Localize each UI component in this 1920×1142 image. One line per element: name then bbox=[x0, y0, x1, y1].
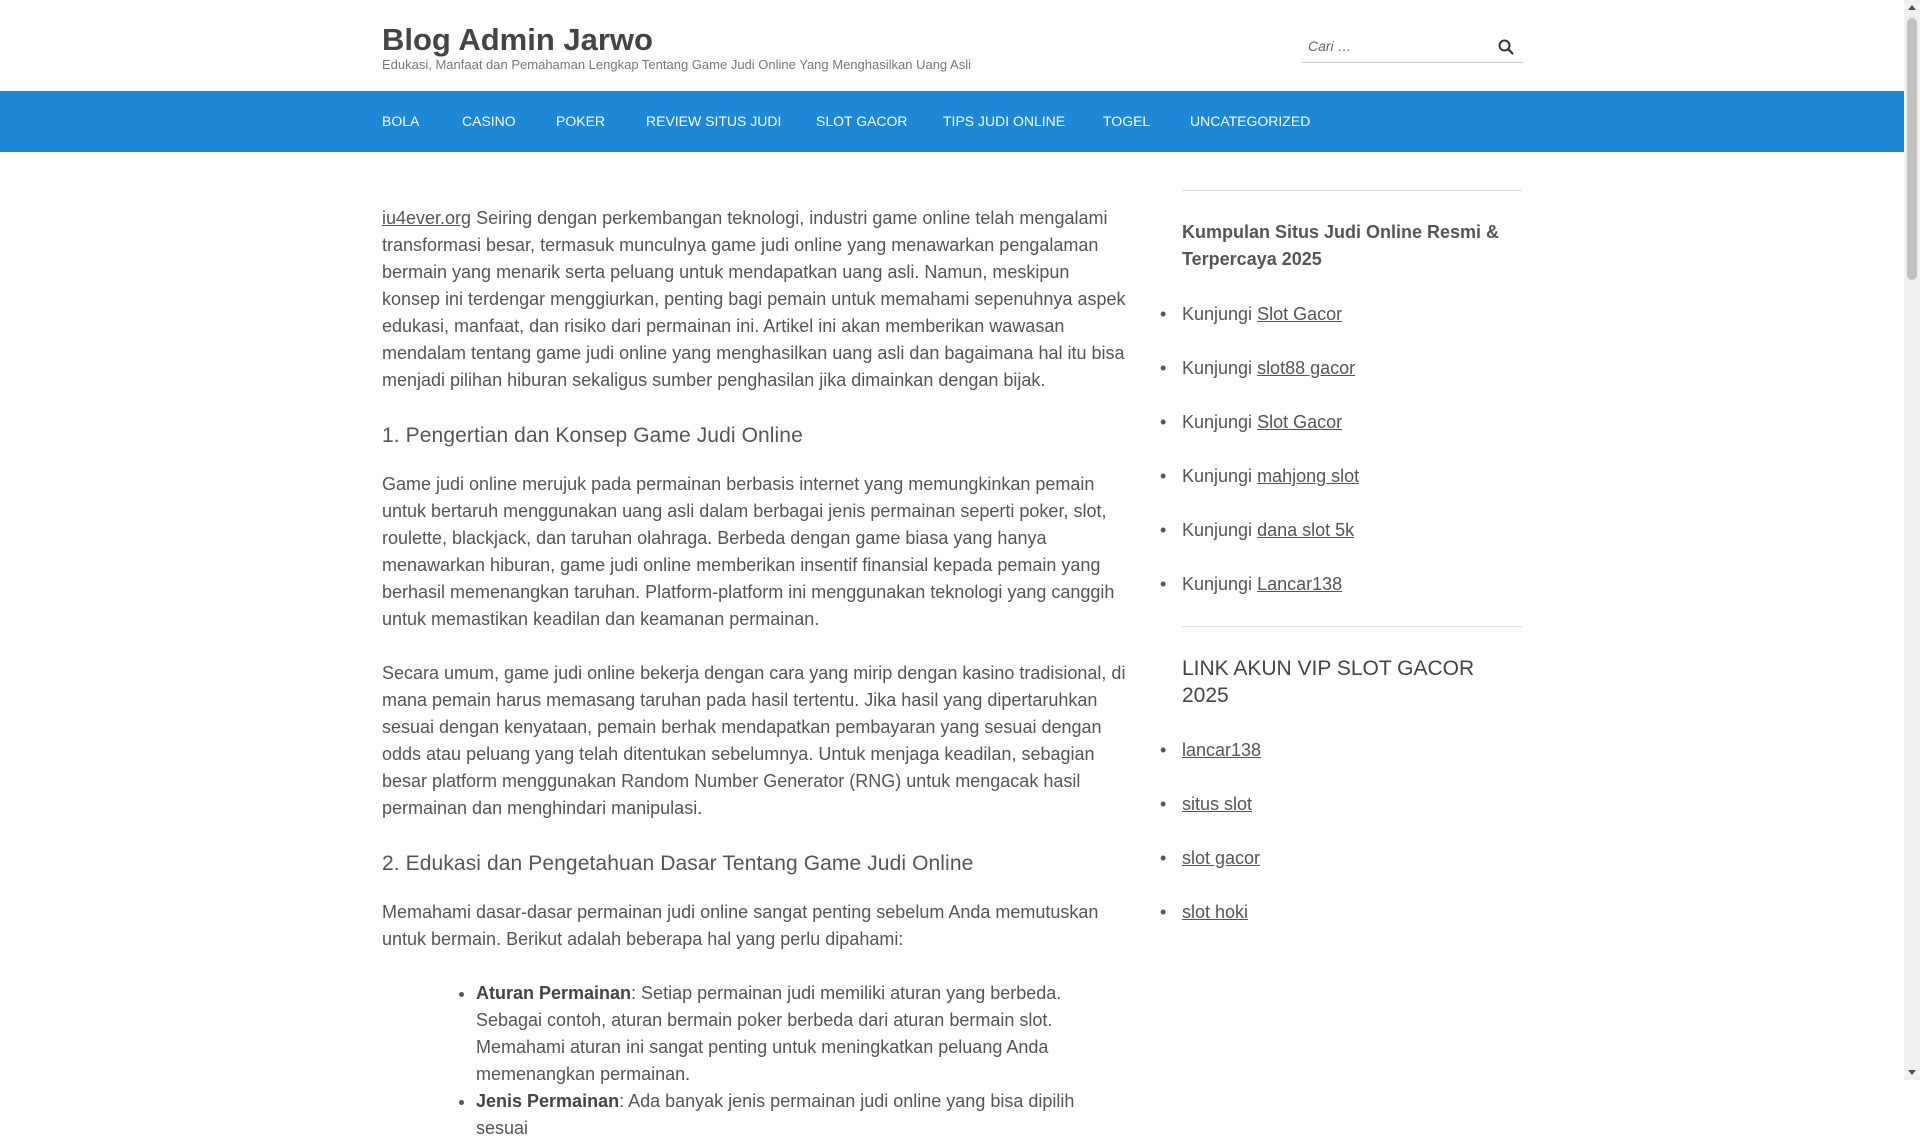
search-input[interactable] bbox=[1302, 30, 1492, 62]
list-item bbox=[1182, 355, 1522, 382]
paragraph-2: Secara umum, game judi online bekerja dengan cara yang mirip dengan kasino tradisional, di mana pemain harus memasang taruhan pada hasil tertentu. Jika hasil yang dipertaruhkan sesuai dengan kenyataan, pemain berhak mendapatkan pembayaran yang sesuai dengan odds atau peluang yang telah ditentukan sebelumnya. Untuk menjaga keadilan, sebagian besar platform menggunakan Random Number Generator (RNG) untuk mengacak hasil permainan dan menghindari manipulasi. bbox=[382, 663, 1126, 818]
list-item bbox=[1182, 737, 1522, 764]
list-item bbox=[1182, 845, 1522, 872]
sidebar-link[interactable]: Lancar138 bbox=[1257, 574, 1343, 594]
list-item bbox=[1182, 409, 1522, 436]
list-item bbox=[476, 1088, 1130, 1142]
nav-item-poker[interactable]: POKER bbox=[556, 113, 606, 129]
link-prefix: Kunjungi bbox=[1182, 358, 1258, 378]
nav-item-tips-judi-online[interactable]: TIPS JUDI ONLINE bbox=[943, 113, 1066, 129]
section-heading-1: 1. Pengertian dan Konsep Game Judi Online bbox=[382, 424, 803, 447]
sidebar-link[interactable]: dana slot 5k bbox=[1257, 520, 1355, 540]
list-item bbox=[476, 980, 1130, 1088]
search-icon[interactable] bbox=[1497, 38, 1515, 56]
nav-item-uncategorized[interactable]: UNCATEGORIZED bbox=[1190, 113, 1311, 129]
list-item bbox=[1182, 301, 1522, 328]
list-item-text: : Ada banyak jenis permainan judi online yang bisa dipilih sesuai bbox=[476, 1091, 1075, 1138]
link-prefix: Kunjungi bbox=[1182, 466, 1258, 486]
nav-item-casino[interactable]: CASINO bbox=[462, 113, 516, 129]
nav-item-review-situs-judi[interactable]: REVIEW SITUS JUDI bbox=[646, 113, 782, 129]
scrollbar-thumb[interactable] bbox=[1907, 18, 1917, 280]
sidebar-link[interactable]: slot gacor bbox=[1182, 848, 1261, 868]
section-heading-2: 2. Edukasi dan Pengetahuan Dasar Tentang Game Judi Online bbox=[382, 852, 974, 875]
nav-item-togel[interactable]: TOGEL bbox=[1103, 113, 1151, 129]
nav-item-bola[interactable]: BOLA bbox=[382, 113, 420, 129]
sidebar-link[interactable]: situs slot bbox=[1182, 794, 1253, 814]
intro-link[interactable]: iu4ever.org bbox=[382, 208, 472, 228]
site-header bbox=[0, 0, 1904, 91]
sidebar-link[interactable]: Slot Gacor bbox=[1257, 304, 1343, 324]
widget-title: LINK AKUN VIP SLOT GACOR 2025 bbox=[1182, 657, 1475, 707]
list-item bbox=[1182, 899, 1522, 926]
sidebar-link[interactable]: Slot Gacor bbox=[1257, 412, 1343, 432]
sidebar bbox=[1182, 190, 1522, 954]
article-list bbox=[476, 980, 1130, 1142]
article-intro bbox=[382, 205, 1130, 394]
sidebar-link[interactable]: lancar138 bbox=[1182, 740, 1262, 760]
list-item bbox=[1182, 463, 1522, 490]
sidebar-link[interactable]: slot hoki bbox=[1182, 902, 1249, 922]
search-form bbox=[1302, 30, 1523, 63]
widget-title: Kumpulan Situs Judi Online Resmi & Terpercaya 2025 bbox=[1182, 222, 1500, 269]
sidebar-link[interactable]: mahjong slot bbox=[1257, 466, 1360, 486]
list-item-term: Jenis Permainan bbox=[476, 1091, 620, 1111]
widget-vip-links bbox=[1182, 626, 1522, 926]
link-prefix: Kunjungi bbox=[1182, 520, 1258, 540]
sidebar-link[interactable]: slot88 gacor bbox=[1257, 358, 1356, 378]
paragraph-3: Memahami dasar-dasar permainan judi online sangat penting sebelum Anda memutuskan untuk bermain. Berikut adalah beberapa hal yang perlu dipahami: bbox=[382, 902, 1099, 949]
site-title[interactable]: Blog Admin Jarwo bbox=[382, 22, 653, 57]
list-item-text: : Setiap permainan judi memiliki aturan yang berbeda. Sebagai contoh, aturan bermain poker berbeda dari aturan bermain slot. Memahami aturan ini sangat penting untuk meningkatkan peluang Anda memenangkan permainan. bbox=[476, 983, 1062, 1084]
paragraph-1: Game judi online merujuk pada permainan berbasis internet yang memungkinkan pemain untuk bertaruh menggunakan uang asli dalam berbagai jenis permainan seperti poker, slot, roulette, blackjack, dan taruhan olahraga. Berbeda dengan game biasa yang hanya menawarkan hiburan, game judi online memberikan insentif finansial kepada pemain yang berhasil memenangkan taruhan. Platform-platform ini menggunakan teknologi yang canggih untuk memastikan keadilan dan keamanan permainan. bbox=[382, 474, 1115, 629]
main-navigation bbox=[0, 91, 1904, 152]
intro-text: Seiring dengan perkembangan teknologi, industri game online telah mengalami transformasi besar, termasuk munculnya game judi online yang menawarkan pengalaman bermain yang menarik serta peluang untuk mendapatkan uang asli. Namun, meskipun konsep ini terdengar menggiurkan, penting bagi pemain untuk memahami sepenuhnya aspek edukasi, manfaat, dan risiko dari permainan ini. Artikel ini akan memberikan wawasan mendalam tentang game judi online yang menghasilkan uang asli dan bagaimana hal itu bisa menjadi pilihan hiburan sekaligus sumber penghasilan jika dimainkan dengan bijak. bbox=[382, 208, 1126, 390]
site-description: Edukasi, Manfaat dan Pemahaman Lengkap Tentang Game Judi Online Yang Menghasilkan Uang Asli bbox=[382, 57, 971, 72]
link-prefix: Kunjungi bbox=[1182, 412, 1258, 432]
link-prefix: Kunjungi bbox=[1182, 304, 1258, 324]
scroll-up-arrow-icon[interactable] bbox=[1904, 0, 1920, 16]
vertical-scrollbar[interactable] bbox=[1904, 0, 1920, 1080]
article-content bbox=[382, 205, 1130, 1142]
list-item bbox=[1182, 517, 1522, 544]
list-item bbox=[1182, 571, 1522, 598]
list-item-term: Aturan Permainan bbox=[476, 983, 632, 1003]
list-item bbox=[1182, 791, 1522, 818]
scroll-down-arrow-icon[interactable] bbox=[1904, 1064, 1920, 1080]
link-prefix: Kunjungi bbox=[1182, 574, 1258, 594]
nav-item-slot-gacor[interactable]: SLOT GACOR bbox=[816, 113, 908, 129]
widget-situs-list bbox=[1182, 190, 1522, 598]
